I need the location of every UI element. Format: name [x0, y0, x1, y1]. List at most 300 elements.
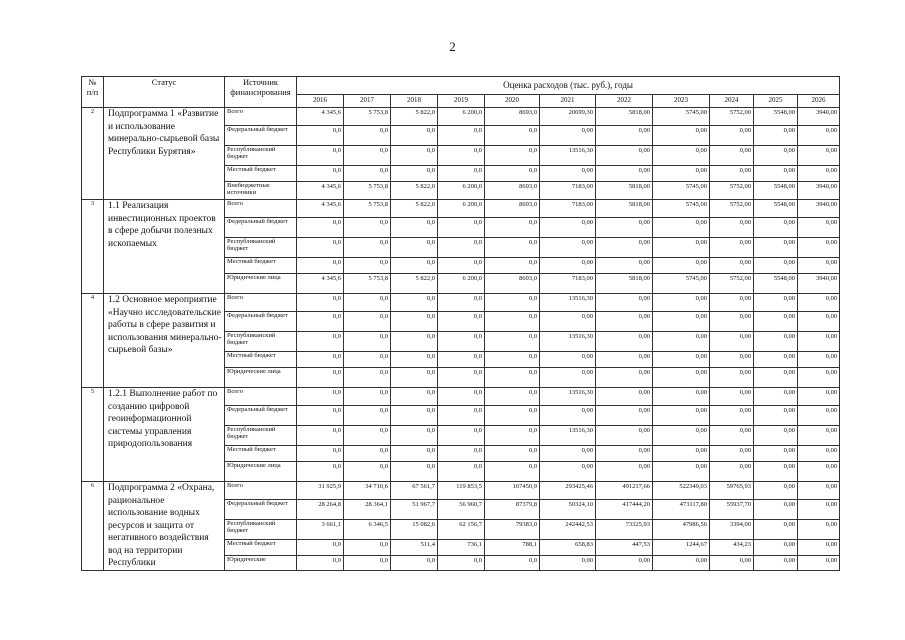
- value-cell-2019: 0,0: [438, 368, 485, 388]
- value-cell-2017: 6 346,5: [344, 520, 391, 540]
- value-cell-2017: 0,0: [344, 126, 391, 146]
- value-cell-2023: 0,00: [653, 312, 710, 332]
- value-cell-2024: 0,00: [710, 312, 754, 332]
- table-row: [82, 294, 840, 312]
- source-cell: Республиканский бюджет: [225, 146, 297, 166]
- value-cell-2018: 0,0: [391, 406, 438, 426]
- table-row: [82, 108, 840, 126]
- value-cell-2026: 0,00: [798, 238, 840, 258]
- value-cell-2018: 67 561,7: [391, 482, 438, 500]
- value-cell-2026: 0,00: [798, 482, 840, 500]
- value-cell-2026: 0,00: [798, 258, 840, 274]
- value-cell-2023: 5745,00: [653, 182, 710, 200]
- value-cell-2023: 0,00: [653, 426, 710, 446]
- value-cell-2024: 5752,00: [710, 200, 754, 218]
- value-cell-2019: 56 960,7: [438, 500, 485, 520]
- year-2024: 2024: [710, 95, 754, 108]
- source-cell: Всего: [225, 108, 297, 126]
- status-cell: 1.2 Основное мероприятие «Научно исследовательские работы в сфере развития и использования минерально-сырьевой базы»: [104, 294, 225, 388]
- value-cell-2016: 0,0: [297, 388, 344, 406]
- value-cell-2019: 0,0: [438, 556, 485, 570]
- value-cell-2024: 5752,00: [710, 182, 754, 200]
- value-cell-2019: 0,0: [438, 166, 485, 182]
- value-cell-2024: 0,00: [710, 388, 754, 406]
- value-cell-2019: 0,0: [438, 426, 485, 446]
- value-cell-2026: 3940,00: [798, 200, 840, 218]
- value-cell-2023: 0,00: [653, 556, 710, 570]
- value-cell-2023: 0,00: [653, 406, 710, 426]
- value-cell-2025: 5548,00: [754, 200, 798, 218]
- value-cell-2021: 658,83: [540, 540, 596, 556]
- value-cell-2024: 0,00: [710, 238, 754, 258]
- value-cell-2023: 0,00: [653, 294, 710, 312]
- value-cell-2018: 5 822,0: [391, 108, 438, 126]
- value-cell-2020: 8693,0: [485, 108, 540, 126]
- value-cell-2023: 0,00: [653, 258, 710, 274]
- value-cell-2026: 0,00: [798, 146, 840, 166]
- header-estimate: Оценка расходов (тыс. руб.), годы: [297, 77, 840, 95]
- source-cell: Всего: [225, 294, 297, 312]
- value-cell-2024: 59765,93: [710, 482, 754, 500]
- value-cell-2023: 5745,00: [653, 108, 710, 126]
- value-cell-2018: 0,0: [391, 368, 438, 388]
- value-cell-2016: 3 661,1: [297, 520, 344, 540]
- value-cell-2020: 8693,0: [485, 182, 540, 200]
- value-cell-2021: 0,00: [540, 406, 596, 426]
- value-cell-2021: 50324,10: [540, 500, 596, 520]
- value-cell-2020: 0,0: [485, 406, 540, 426]
- value-cell-2018: 0,0: [391, 238, 438, 258]
- value-cell-2016: 0,0: [297, 146, 344, 166]
- value-cell-2025: 0,00: [754, 556, 798, 570]
- value-cell-2021: 0,00: [540, 312, 596, 332]
- value-cell-2024: 0,00: [710, 294, 754, 312]
- source-cell: Юридические лица: [225, 274, 297, 294]
- value-cell-2022: 0,00: [596, 312, 653, 332]
- source-cell: Юридические лица: [225, 368, 297, 388]
- value-cell-2020: 0,0: [485, 218, 540, 238]
- header-status: Статус: [104, 77, 225, 108]
- value-cell-2020: 0,0: [485, 556, 540, 570]
- value-cell-2017: 0,0: [344, 146, 391, 166]
- value-cell-2022: 0,00: [596, 426, 653, 446]
- value-cell-2026: 0,00: [798, 426, 840, 446]
- value-cell-2023: 0,00: [653, 218, 710, 238]
- value-cell-2023: 0,00: [653, 368, 710, 388]
- value-cell-2024: 0,00: [710, 352, 754, 368]
- value-cell-2020: 0,0: [485, 332, 540, 352]
- value-cell-2025: 0,00: [754, 238, 798, 258]
- value-cell-2020: 0,0: [485, 312, 540, 332]
- value-cell-2022: 0,00: [596, 294, 653, 312]
- value-cell-2020: 0,0: [485, 352, 540, 368]
- value-cell-2025: 5548,00: [754, 108, 798, 126]
- value-cell-2020: 0,0: [485, 146, 540, 166]
- value-cell-2025: 0,00: [754, 540, 798, 556]
- value-cell-2026: 0,00: [798, 556, 840, 570]
- value-cell-2022: 5818,00: [596, 200, 653, 218]
- value-cell-2017: 28 364,1: [344, 500, 391, 520]
- value-cell-2018: 51 967,7: [391, 500, 438, 520]
- source-cell: Федеральный бюджет: [225, 218, 297, 238]
- value-cell-2022: 0,00: [596, 446, 653, 462]
- value-cell-2020: 8693,0: [485, 200, 540, 218]
- value-cell-2022: 0,00: [596, 406, 653, 426]
- value-cell-2017: 0,0: [344, 312, 391, 332]
- source-cell: Республиканский бюджет: [225, 238, 297, 258]
- value-cell-2023: 0,00: [653, 238, 710, 258]
- value-cell-2024: 0,00: [710, 126, 754, 146]
- value-cell-2022: 0,00: [596, 146, 653, 166]
- value-cell-2017: 0,0: [344, 556, 391, 570]
- source-cell: Всего: [225, 482, 297, 500]
- value-cell-2024: 0,00: [710, 166, 754, 182]
- source-cell: Местный бюджет: [225, 166, 297, 182]
- value-cell-2021: 0,00: [540, 368, 596, 388]
- value-cell-2016: 0,0: [297, 352, 344, 368]
- value-cell-2024: 0,00: [710, 258, 754, 274]
- value-cell-2021: 242442,53: [540, 520, 596, 540]
- value-cell-2022: 0,00: [596, 462, 653, 482]
- value-cell-2025: 0,00: [754, 500, 798, 520]
- source-cell: Местный бюджет: [225, 352, 297, 368]
- value-cell-2017: 0,0: [344, 238, 391, 258]
- value-cell-2023: 47986,56: [653, 520, 710, 540]
- value-cell-2016: 0,0: [297, 406, 344, 426]
- value-cell-2018: 0,0: [391, 388, 438, 406]
- source-cell: Федеральный бюджет: [225, 126, 297, 146]
- value-cell-2018: 5 822,0: [391, 182, 438, 200]
- value-cell-2025: 0,00: [754, 426, 798, 446]
- value-cell-2019: 0,0: [438, 218, 485, 238]
- page-number: 2: [449, 39, 456, 54]
- value-cell-2016: 4 345,6: [297, 200, 344, 218]
- value-cell-2021: 20699,30: [540, 108, 596, 126]
- source-cell: Федеральный бюджет: [225, 406, 297, 426]
- year-2018: 2018: [391, 95, 438, 108]
- value-cell-2026: 0,00: [798, 368, 840, 388]
- year-2016: 2016: [297, 95, 344, 108]
- value-cell-2018: 0,0: [391, 218, 438, 238]
- value-cell-2021: 0,00: [540, 126, 596, 146]
- value-cell-2021: 13516,30: [540, 388, 596, 406]
- value-cell-2022: 73325,93: [596, 520, 653, 540]
- value-cell-2022: 0,00: [596, 368, 653, 388]
- value-cell-2026: 0,00: [798, 540, 840, 556]
- value-cell-2021: 13516,30: [540, 294, 596, 312]
- value-cell-2018: 5 822,0: [391, 274, 438, 294]
- value-cell-2020: 0,0: [485, 462, 540, 482]
- value-cell-2025: 0,00: [754, 520, 798, 540]
- value-cell-2022: 447,53: [596, 540, 653, 556]
- value-cell-2019: 0,0: [438, 238, 485, 258]
- value-cell-2021: 293425,46: [540, 482, 596, 500]
- value-cell-2025: 0,00: [754, 388, 798, 406]
- value-cell-2022: 417444,20: [596, 500, 653, 520]
- value-cell-2017: 0,0: [344, 446, 391, 462]
- value-cell-2019: 0,0: [438, 352, 485, 368]
- value-cell-2025: 0,00: [754, 294, 798, 312]
- value-cell-2023: 1244,67: [653, 540, 710, 556]
- value-cell-2019: 0,0: [438, 332, 485, 352]
- year-2022: 2022: [596, 95, 653, 108]
- value-cell-2022: 491217,66: [596, 482, 653, 500]
- row-number: 2: [82, 108, 104, 200]
- value-cell-2025: 0,00: [754, 368, 798, 388]
- value-cell-2020: 167450,9: [485, 482, 540, 500]
- value-cell-2023: 0,00: [653, 446, 710, 462]
- value-cell-2026: 0,00: [798, 352, 840, 368]
- value-cell-2017: 34 710,6: [344, 482, 391, 500]
- value-cell-2021: 0,00: [540, 556, 596, 570]
- value-cell-2024: 0,00: [710, 556, 754, 570]
- value-cell-2026: 0,00: [798, 294, 840, 312]
- value-cell-2016: 0,0: [297, 218, 344, 238]
- value-cell-2024: 0,00: [710, 146, 754, 166]
- value-cell-2022: 0,00: [596, 388, 653, 406]
- value-cell-2023: 0,00: [653, 352, 710, 368]
- value-cell-2017: 5 753,8: [344, 200, 391, 218]
- year-2021: 2021: [540, 95, 596, 108]
- source-cell: Местный бюджет: [225, 540, 297, 556]
- value-cell-2026: 3940,00: [798, 182, 840, 200]
- value-cell-2021: 0,00: [540, 462, 596, 482]
- value-cell-2024: 0,00: [710, 446, 754, 462]
- source-cell: Всего: [225, 200, 297, 218]
- status-cell: Подпрограмма 2 «Охрана, рациональное использование водных ресурсов и защита от негативного воздействия вод на территории Республики: [104, 482, 225, 571]
- value-cell-2018: 0,0: [391, 426, 438, 446]
- value-cell-2023: 0,00: [653, 166, 710, 182]
- value-cell-2017: 0,0: [344, 166, 391, 182]
- value-cell-2020: 0,0: [485, 258, 540, 274]
- value-cell-2023: 0,00: [653, 146, 710, 166]
- value-cell-2017: 0,0: [344, 368, 391, 388]
- value-cell-2018: 0,0: [391, 462, 438, 482]
- year-2020: 2020: [485, 95, 540, 108]
- value-cell-2020: 0,0: [485, 294, 540, 312]
- value-cell-2016: 0,0: [297, 258, 344, 274]
- value-cell-2025: 0,00: [754, 446, 798, 462]
- value-cell-2020: 79383,0: [485, 520, 540, 540]
- value-cell-2024: 0,00: [710, 368, 754, 388]
- value-cell-2021: 0,00: [540, 166, 596, 182]
- value-cell-2016: 0,0: [297, 312, 344, 332]
- value-cell-2016: 0,0: [297, 556, 344, 570]
- value-cell-2025: 0,00: [754, 462, 798, 482]
- value-cell-2026: 0,00: [798, 312, 840, 332]
- value-cell-2021: 0,00: [540, 352, 596, 368]
- year-2023: 2023: [653, 95, 710, 108]
- value-cell-2021: 13516,30: [540, 332, 596, 352]
- value-cell-2022: 0,00: [596, 166, 653, 182]
- value-cell-2026: 0,00: [798, 446, 840, 462]
- value-cell-2016: 4 345,6: [297, 274, 344, 294]
- value-cell-2019: 736,1: [438, 540, 485, 556]
- value-cell-2023: 0,00: [653, 126, 710, 146]
- year-2026: 2026: [798, 95, 840, 108]
- value-cell-2026: 0,00: [798, 520, 840, 540]
- value-cell-2019: 0,0: [438, 462, 485, 482]
- value-cell-2024: 5752,00: [710, 108, 754, 126]
- source-cell: Местный бюджет: [225, 446, 297, 462]
- value-cell-2023: 0,00: [653, 332, 710, 352]
- value-cell-2026: 3940,00: [798, 274, 840, 294]
- value-cell-2018: 0,0: [391, 446, 438, 462]
- value-cell-2025: 0,00: [754, 312, 798, 332]
- value-cell-2017: 5 753,8: [344, 108, 391, 126]
- value-cell-2022: 0,00: [596, 258, 653, 274]
- value-cell-2020: 0,0: [485, 388, 540, 406]
- value-cell-2025: 0,00: [754, 218, 798, 238]
- value-cell-2021: 13516,30: [540, 146, 596, 166]
- value-cell-2022: 0,00: [596, 556, 653, 570]
- value-cell-2017: 0,0: [344, 426, 391, 446]
- value-cell-2017: 0,0: [344, 406, 391, 426]
- value-cell-2024: 0,00: [710, 406, 754, 426]
- value-cell-2025: 0,00: [754, 406, 798, 426]
- value-cell-2019: 119 853,5: [438, 482, 485, 500]
- value-cell-2024: 0,00: [710, 426, 754, 446]
- value-cell-2020: 788,1: [485, 540, 540, 556]
- value-cell-2018: 5 822,0: [391, 200, 438, 218]
- value-cell-2019: 0,0: [438, 146, 485, 166]
- value-cell-2020: 8693,0: [485, 274, 540, 294]
- value-cell-2016: 0,0: [297, 446, 344, 462]
- value-cell-2022: 5818,00: [596, 108, 653, 126]
- source-cell: Республиканский бюджет: [225, 520, 297, 540]
- value-cell-2019: 0,0: [438, 312, 485, 332]
- value-cell-2017: 0,0: [344, 388, 391, 406]
- value-cell-2022: 0,00: [596, 218, 653, 238]
- value-cell-2017: 0,0: [344, 258, 391, 274]
- value-cell-2022: 0,00: [596, 332, 653, 352]
- row-number: 5: [82, 388, 104, 482]
- value-cell-2016: 4 345,6: [297, 108, 344, 126]
- value-cell-2022: 5818,00: [596, 182, 653, 200]
- value-cell-2025: 0,00: [754, 482, 798, 500]
- value-cell-2025: 0,00: [754, 258, 798, 274]
- value-cell-2020: 0,0: [485, 126, 540, 146]
- value-cell-2019: 0,0: [438, 406, 485, 426]
- value-cell-2025: 0,00: [754, 332, 798, 352]
- value-cell-2016: 0,0: [297, 426, 344, 446]
- value-cell-2024: 0,00: [710, 218, 754, 238]
- table-row: [82, 200, 840, 218]
- value-cell-2019: 6 200,0: [438, 200, 485, 218]
- source-cell: Всего: [225, 388, 297, 406]
- value-cell-2016: 0,0: [297, 540, 344, 556]
- row-number: 6: [82, 482, 104, 571]
- source-cell: Внебюджетные источники: [225, 182, 297, 200]
- budget-table: [81, 76, 840, 571]
- value-cell-2016: 0,0: [297, 332, 344, 352]
- value-cell-2019: 0,0: [438, 446, 485, 462]
- value-cell-2026: 0,00: [798, 462, 840, 482]
- status-cell: Подпрограмма 1 «Развитие и использование минерально-сырьевой базы Республики Бурятия»: [104, 108, 225, 200]
- value-cell-2024: 3394,00: [710, 520, 754, 540]
- value-cell-2016: 0,0: [297, 238, 344, 258]
- header-num: № п/п: [82, 77, 104, 108]
- value-cell-2021: 0,00: [540, 218, 596, 238]
- value-cell-2020: 0,0: [485, 238, 540, 258]
- table-row: [82, 482, 840, 500]
- value-cell-2018: 0,0: [391, 258, 438, 274]
- value-cell-2018: 0,0: [391, 312, 438, 332]
- value-cell-2019: 6 200,0: [438, 108, 485, 126]
- source-cell: Федеральный бюджет: [225, 500, 297, 520]
- value-cell-2018: 15 082,6: [391, 520, 438, 540]
- value-cell-2022: 0,00: [596, 126, 653, 146]
- value-cell-2016: 28 264,8: [297, 500, 344, 520]
- value-cell-2020: 0,0: [485, 368, 540, 388]
- status-cell: 1.2.1 Выполнение работ по созданию цифровой геоинформационной системы управления природопользования: [104, 388, 225, 482]
- status-cell: 1.1 Реализация инвестиционных проектов в сфере добычи полезных ископаемых: [104, 200, 225, 294]
- value-cell-2018: 0,0: [391, 352, 438, 368]
- value-cell-2017: 0,0: [344, 294, 391, 312]
- value-cell-2024: 0,00: [710, 332, 754, 352]
- value-cell-2016: 0,0: [297, 462, 344, 482]
- value-cell-2026: 0,00: [798, 500, 840, 520]
- value-cell-2017: 0,0: [344, 462, 391, 482]
- value-cell-2026: 0,00: [798, 332, 840, 352]
- value-cell-2023: 5745,00: [653, 274, 710, 294]
- value-cell-2018: 0,0: [391, 294, 438, 312]
- source-cell: Юридические лица: [225, 462, 297, 482]
- value-cell-2021: 13516,30: [540, 426, 596, 446]
- value-cell-2018: 0,0: [391, 332, 438, 352]
- value-cell-2016: 31 925,9: [297, 482, 344, 500]
- year-2025: 2025: [754, 95, 798, 108]
- header-row: [82, 77, 840, 95]
- value-cell-2021: 7183,00: [540, 200, 596, 218]
- value-cell-2024: 55937,70: [710, 500, 754, 520]
- value-cell-2023: 522349,03: [653, 482, 710, 500]
- value-cell-2017: 0,0: [344, 332, 391, 352]
- row-number: 4: [82, 294, 104, 388]
- value-cell-2025: 0,00: [754, 146, 798, 166]
- value-cell-2026: 0,00: [798, 166, 840, 182]
- value-cell-2026: 0,00: [798, 126, 840, 146]
- value-cell-2019: 6 200,0: [438, 182, 485, 200]
- value-cell-2016: 4 345,6: [297, 182, 344, 200]
- value-cell-2019: 0,0: [438, 126, 485, 146]
- source-cell: Местный бюджет: [225, 258, 297, 274]
- source-cell: Федеральный бюджет: [225, 312, 297, 332]
- value-cell-2022: 0,00: [596, 238, 653, 258]
- year-2019: 2019: [438, 95, 485, 108]
- value-cell-2024: 434,23: [710, 540, 754, 556]
- source-cell: Юридические: [225, 556, 297, 570]
- year-2017: 2017: [344, 95, 391, 108]
- value-cell-2017: 5 753,8: [344, 182, 391, 200]
- value-cell-2022: 0,00: [596, 352, 653, 368]
- value-cell-2025: 0,00: [754, 166, 798, 182]
- value-cell-2017: 0,0: [344, 352, 391, 368]
- value-cell-2016: 0,0: [297, 294, 344, 312]
- value-cell-2020: 0,0: [485, 446, 540, 462]
- source-cell: Республиканский бюджет: [225, 426, 297, 446]
- value-cell-2026: 3940,00: [798, 108, 840, 126]
- value-cell-2018: 0,0: [391, 146, 438, 166]
- value-cell-2020: 0,0: [485, 166, 540, 182]
- value-cell-2025: 5548,00: [754, 182, 798, 200]
- value-cell-2019: 62 156,7: [438, 520, 485, 540]
- value-cell-2016: 0,0: [297, 368, 344, 388]
- value-cell-2020: 0,0: [485, 426, 540, 446]
- value-cell-2025: 0,00: [754, 352, 798, 368]
- value-cell-2021: 0,00: [540, 238, 596, 258]
- value-cell-2021: 0,00: [540, 258, 596, 274]
